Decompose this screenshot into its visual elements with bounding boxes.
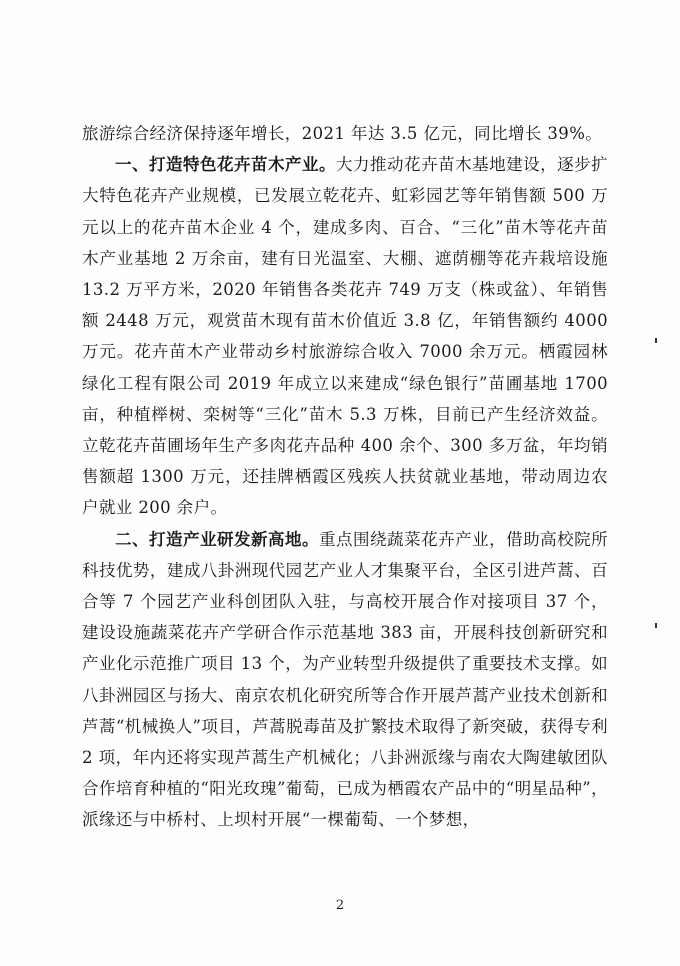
section-body-2: 重点围绕蔬菜花卉产业，借助高校院所科技优势，建成八卦洲现代园艺产业人才集聚平台，全区引进芦蒿、百合等 7 个园艺产业科创团队入驻，与高校开展合作对接项目 37 个，建设设施蔬菜花卉产学研合作示范基地 383 亩，开展科技创新研究和产业化示范推广项目 13 个，为产业转型升级提供了重要技术支撑。如八卦洲园区与扬大、南京农机化研究所等合作开展芦蒿产业技术创新和芦蒿“机械换人”项目，芦蒿脱毒苗及扩繁技术取得了新突破，获得专利 2 项，年内还将实现芦蒿生产机械化；八卦洲派缘与南农大陶建敏团队合作培育种植的“阳光玫瑰”葡萄，已成为栖霞农产品中的“明星品种”，派缘还与中桥村、上坝村开展“一棵葡萄、一个梦想， — [82, 529, 608, 830]
scan-speck — [655, 338, 657, 343]
opening-paragraph: 旅游综合经济保持逐年增长，2021 年达 3.5 亿元，同比增长 39%。 — [82, 124, 603, 143]
page-number: 2 — [335, 898, 345, 913]
section-heading-1: 一、打造特色花卉苗木产业。 — [115, 155, 337, 175]
document-body — [82, 118, 608, 836]
section-paragraph-2 — [82, 524, 608, 836]
section-paragraph-1 — [82, 149, 608, 523]
scan-speck — [655, 623, 657, 628]
section-body-1: 大力推动花卉苗木基地建设，逐步扩大特色花卉产业规模，已发展立乾花卉、虹彩园艺等年销售额 500 万元以上的花卉苗木企业 4 个，建成多肉、百合、“三化”苗木等花卉苗木产业基地 2 万余亩，建有日光温室、大棚、遮荫棚等花卉栽培设施 13.2 万平方米，2020 年销售各类花卉 749 万支（株或盆）、年销售额 2448 万元，观赏苗木现有苗木价值近 3.8 亿，年销售额约 4000 万元。花卉苗木产业带动乡村旅游综合收入 7000 余万元。栖霞园林绿化工程有限公司 2019 年成立以来建成“绿色银行”苗圃基地 1700 亩，种植榉树、栾树等“三化”苗木 5.3 万株，目前已产生经济效益。立乾花卉苗圃场年生产多肉花卉品种 400 余个、300 多万盆，年均销售额超 1300 万元，还挂牌栖霞区残疾人扶贫就业基地，带动周边农户就业 200 余户。 — [82, 155, 608, 518]
section-heading-2: 二、打造产业研发新高地。 — [115, 529, 320, 549]
